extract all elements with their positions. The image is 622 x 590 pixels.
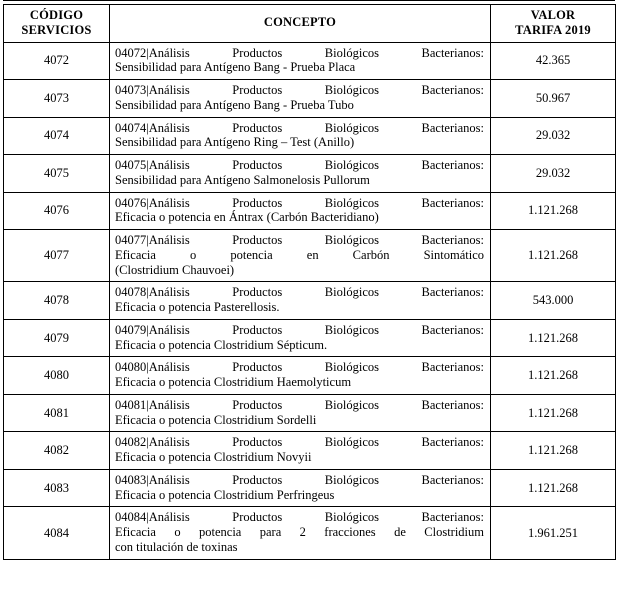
cell-value: 1.121.268 bbox=[491, 230, 616, 282]
concept-line: 04080|Análisis Productos Biológicos Bacterianos: bbox=[115, 360, 484, 375]
concept-line: Eficacia o potencia Clostridium Perfringeus bbox=[115, 487, 335, 502]
concept-line: Eficacia o potencia Pasterellosis. bbox=[115, 300, 280, 314]
concept-line: Eficacia o potencia en Carbón Sintomático bbox=[115, 247, 484, 262]
concept-line: 04081|Análisis Productos Biológicos Bacterianos: bbox=[115, 397, 484, 412]
cell-code: 4073 bbox=[4, 80, 110, 118]
concept-line: 04072|Análisis Productos Biológicos Bacterianos: bbox=[115, 45, 484, 60]
concept-line: (Clostridium Chauvoei) bbox=[115, 262, 235, 277]
concept-line: 04074|Análisis Productos Biológicos Bacterianos: bbox=[115, 120, 484, 135]
cell-concept bbox=[110, 230, 491, 282]
concept-line: Eficacia o potencia para 2 fracciones de Clostridium bbox=[115, 525, 484, 539]
table-header-row bbox=[4, 5, 616, 43]
concept-line: Sensibilidad para Antígeno Bang - Prueba Tubo bbox=[115, 97, 354, 112]
concept-line: 04078|Análisis Productos Biológicos Bacterianos: bbox=[115, 285, 484, 300]
cell-code: 4079 bbox=[4, 319, 110, 357]
table-body bbox=[4, 42, 616, 559]
table-row bbox=[4, 117, 616, 155]
cell-concept bbox=[110, 117, 491, 155]
concept-line: 04079|Análisis Productos Biológicos Bacterianos: bbox=[115, 322, 484, 337]
concept-line: 04075|Análisis Productos Biológicos Bacterianos: bbox=[115, 158, 484, 172]
table-row bbox=[4, 80, 616, 118]
cell-value: 1.121.268 bbox=[491, 469, 616, 507]
column-header-valor-tarifa bbox=[491, 5, 616, 43]
concept-line: Sensibilidad para Antígeno Ring – Test (Anillo) bbox=[115, 135, 355, 150]
concept-line: Eficacia o potencia en Ántrax (Carbón Bacteridiano) bbox=[115, 210, 379, 225]
table-row bbox=[4, 230, 616, 282]
cell-concept bbox=[110, 394, 491, 432]
table-row bbox=[4, 507, 616, 559]
cell-value: 1.121.268 bbox=[491, 319, 616, 357]
cell-code: 4081 bbox=[4, 394, 110, 432]
cell-concept bbox=[110, 192, 491, 230]
cell-concept bbox=[110, 42, 491, 80]
column-header-codigo-line2: SERVICIOS bbox=[21, 22, 92, 37]
cell-concept bbox=[110, 432, 491, 470]
cell-code: 4076 bbox=[4, 192, 110, 230]
cell-concept bbox=[110, 319, 491, 357]
cell-value: 29.032 bbox=[491, 117, 616, 155]
column-header-codigo-servicios bbox=[4, 5, 110, 43]
table-row bbox=[4, 155, 616, 193]
cell-value: 1.961.251 bbox=[491, 507, 616, 559]
cell-value: 1.121.268 bbox=[491, 432, 616, 470]
concept-line: Eficacia o potencia Clostridium Haemolyticum bbox=[115, 375, 352, 389]
tariff-table bbox=[3, 4, 616, 560]
table-row bbox=[4, 394, 616, 432]
concept-line: 04077|Análisis Productos Biológicos Bacterianos: bbox=[115, 233, 484, 247]
table-row bbox=[4, 319, 616, 357]
cell-concept bbox=[110, 357, 491, 395]
cell-code: 4084 bbox=[4, 507, 110, 559]
concept-line: Eficacia o potencia Clostridium Sordelli bbox=[115, 412, 317, 427]
concept-line: con titulación de toxinas bbox=[115, 539, 238, 554]
concept-line: Sensibilidad para Antígeno Salmonelosis Pullorum bbox=[115, 172, 370, 187]
cell-concept bbox=[110, 507, 491, 559]
concept-line: 04076|Análisis Productos Biológicos Bacterianos: bbox=[115, 195, 484, 210]
cell-code: 4083 bbox=[4, 469, 110, 507]
cell-code: 4072 bbox=[4, 42, 110, 80]
cell-code: 4078 bbox=[4, 282, 110, 320]
cell-concept bbox=[110, 469, 491, 507]
cell-value: 1.121.268 bbox=[491, 357, 616, 395]
page-top-rule bbox=[3, 0, 615, 1]
column-header-concepto: CONCEPTO bbox=[110, 5, 491, 43]
concept-line: 04084|Análisis Productos Biológicos Bacterianos: bbox=[115, 510, 484, 525]
cell-value: 50.967 bbox=[491, 80, 616, 118]
cell-concept bbox=[110, 155, 491, 193]
cell-value: 1.121.268 bbox=[491, 394, 616, 432]
cell-code: 4075 bbox=[4, 155, 110, 193]
concept-line: 04082|Análisis Productos Biológicos Bacterianos: bbox=[115, 435, 484, 450]
cell-value: 1.121.268 bbox=[491, 192, 616, 230]
cell-code: 4074 bbox=[4, 117, 110, 155]
cell-value: 29.032 bbox=[491, 155, 616, 193]
concept-line: Eficacia o potencia Clostridium Novyii bbox=[115, 450, 312, 464]
table-row bbox=[4, 357, 616, 395]
cell-concept bbox=[110, 80, 491, 118]
concept-line: Sensibilidad para Antígeno Bang - Prueba Placa bbox=[115, 60, 356, 75]
table-row bbox=[4, 432, 616, 470]
cell-value: 543.000 bbox=[491, 282, 616, 320]
table-row bbox=[4, 282, 616, 320]
table-header bbox=[4, 5, 616, 43]
cell-code: 4080 bbox=[4, 357, 110, 395]
table-row bbox=[4, 469, 616, 507]
concept-line: 04073|Análisis Productos Biológicos Bacterianos: bbox=[115, 83, 484, 97]
table-row bbox=[4, 192, 616, 230]
column-header-codigo-line1: CÓDIGO bbox=[29, 8, 84, 22]
concept-line: Eficacia o potencia Clostridium Sépticum. bbox=[115, 337, 328, 352]
table-row bbox=[4, 42, 616, 80]
cell-code: 4077 bbox=[4, 230, 110, 282]
cell-concept bbox=[110, 282, 491, 320]
cell-code: 4082 bbox=[4, 432, 110, 470]
column-header-valor-line1: VALOR bbox=[530, 8, 576, 22]
concept-line: 04083|Análisis Productos Biológicos Bacterianos: bbox=[115, 472, 484, 487]
column-header-valor-line2: TARIFA 2019 bbox=[515, 22, 591, 37]
cell-value: 42.365 bbox=[491, 42, 616, 80]
